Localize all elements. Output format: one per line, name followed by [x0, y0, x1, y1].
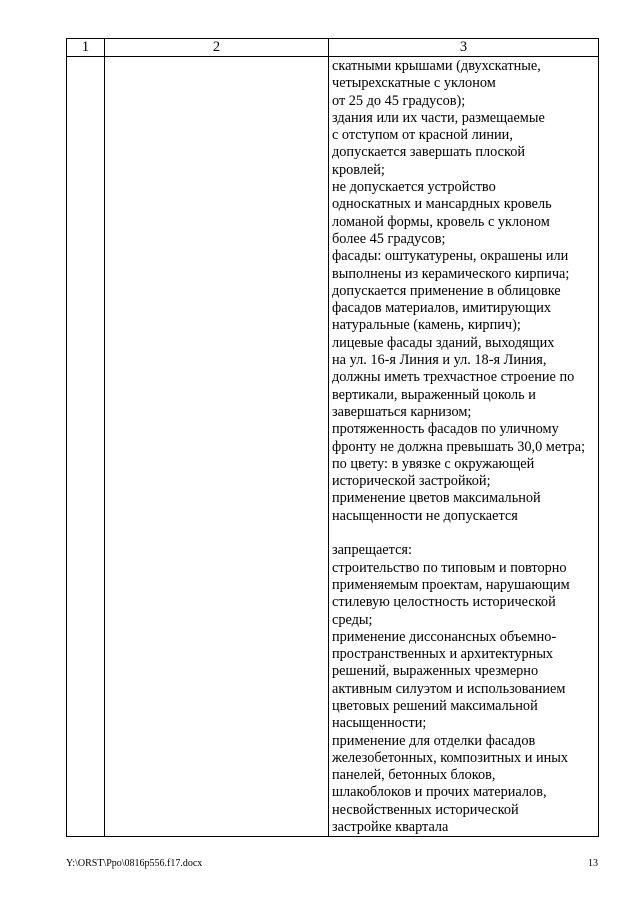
text-line: фасады: оштукатурены, окрашены или [332, 248, 569, 265]
text-line: среды; [332, 611, 373, 628]
text-line: допускается применение в облицовке [332, 282, 561, 299]
text-line: насыщенности не допускается [332, 507, 518, 524]
text-line: применяемым проектам, нарушающим [332, 576, 570, 593]
body-cell-2 [105, 57, 329, 837]
text-line: скатными крышами (двухскатные, [332, 58, 541, 74]
text-line: фасадов материалов, имитирующих [332, 300, 552, 317]
text-line: должны иметь трехчастное строение по [332, 369, 575, 386]
text-line: кровлей; [332, 161, 385, 178]
text-line: не допускается устройство [332, 179, 496, 196]
text-line: односкатных и мансардных кровель [332, 196, 552, 213]
text-line: протяженность фасадов по уличному [332, 421, 559, 438]
text-line: более 45 градусов; [332, 230, 446, 247]
text-line: применение для отделки фасадов [332, 732, 536, 749]
text-line: выполнены из керамического кирпича; [332, 265, 570, 282]
text-line: натуральные (камень, кирпич); [332, 317, 521, 334]
text-line: завершаться карнизом; [332, 403, 472, 420]
text-line: железобетонных, композитных и иных [332, 749, 568, 766]
text-line: здания или их части, размещаемые [332, 109, 545, 126]
text-line: несвойственных исторической [332, 801, 519, 818]
text-line: фронту не должна превышать 30,0 метра; [332, 438, 586, 455]
text-line: стилевую целостность исторической [332, 594, 556, 611]
text-line: вертикали, выраженный цоколь и [332, 386, 536, 403]
table-body-row [67, 57, 599, 837]
text-line: запрещается: [332, 542, 412, 559]
text-line: застройке квартала [332, 819, 449, 836]
header-cell-2: 2 [105, 39, 329, 57]
text-line: строительство по типовым и повторно [332, 559, 567, 576]
blank-line [332, 525, 596, 542]
text-line: цветовых решений максимальной [332, 697, 538, 714]
page-number: 13 [588, 858, 598, 869]
body-cell-1 [67, 57, 105, 837]
header-cell-1: 1 [67, 39, 105, 57]
text-line: на ул. 16-я Линия и ул. 18-я Линия, [332, 352, 547, 369]
text-line: по цвету: в увязке с окружающей [332, 455, 535, 472]
text-line: применение цветов максимальной [332, 490, 541, 507]
file-path-footer: Y:\ORST\Ppo\0816p556.f17.docx [66, 858, 203, 869]
text-line: шлакоблоков и прочих материалов, [332, 784, 547, 801]
text-line: решений, выраженных чрезмерно [332, 663, 539, 680]
text-line: панелей, бетонных блоков, [332, 767, 496, 784]
text-line: четырехскатные с уклоном [332, 75, 496, 92]
requirements-text [329, 57, 598, 836]
text-line: ломаной формы, кровель с уклоном [332, 213, 550, 230]
regulations-table [66, 38, 599, 837]
text-line: пространственных и архитектурных [332, 646, 554, 663]
text-line: с отступом от красной линии, [332, 127, 513, 144]
table-header-row [67, 39, 599, 57]
text-line: активным силуэтом и использованием [332, 680, 566, 697]
text-line: исторической застройкой; [332, 473, 491, 490]
text-line: от 25 до 45 градусов); [332, 92, 466, 109]
body-cell-3 [329, 57, 599, 837]
text-line: допускается завершать плоской [332, 144, 526, 161]
header-cell-3: 3 [329, 39, 599, 57]
text-line: лицевые фасады зданий, выходящих [332, 334, 555, 351]
text-line: насыщенности; [332, 715, 427, 732]
text-line: применение диссонансных объемно- [332, 628, 557, 645]
